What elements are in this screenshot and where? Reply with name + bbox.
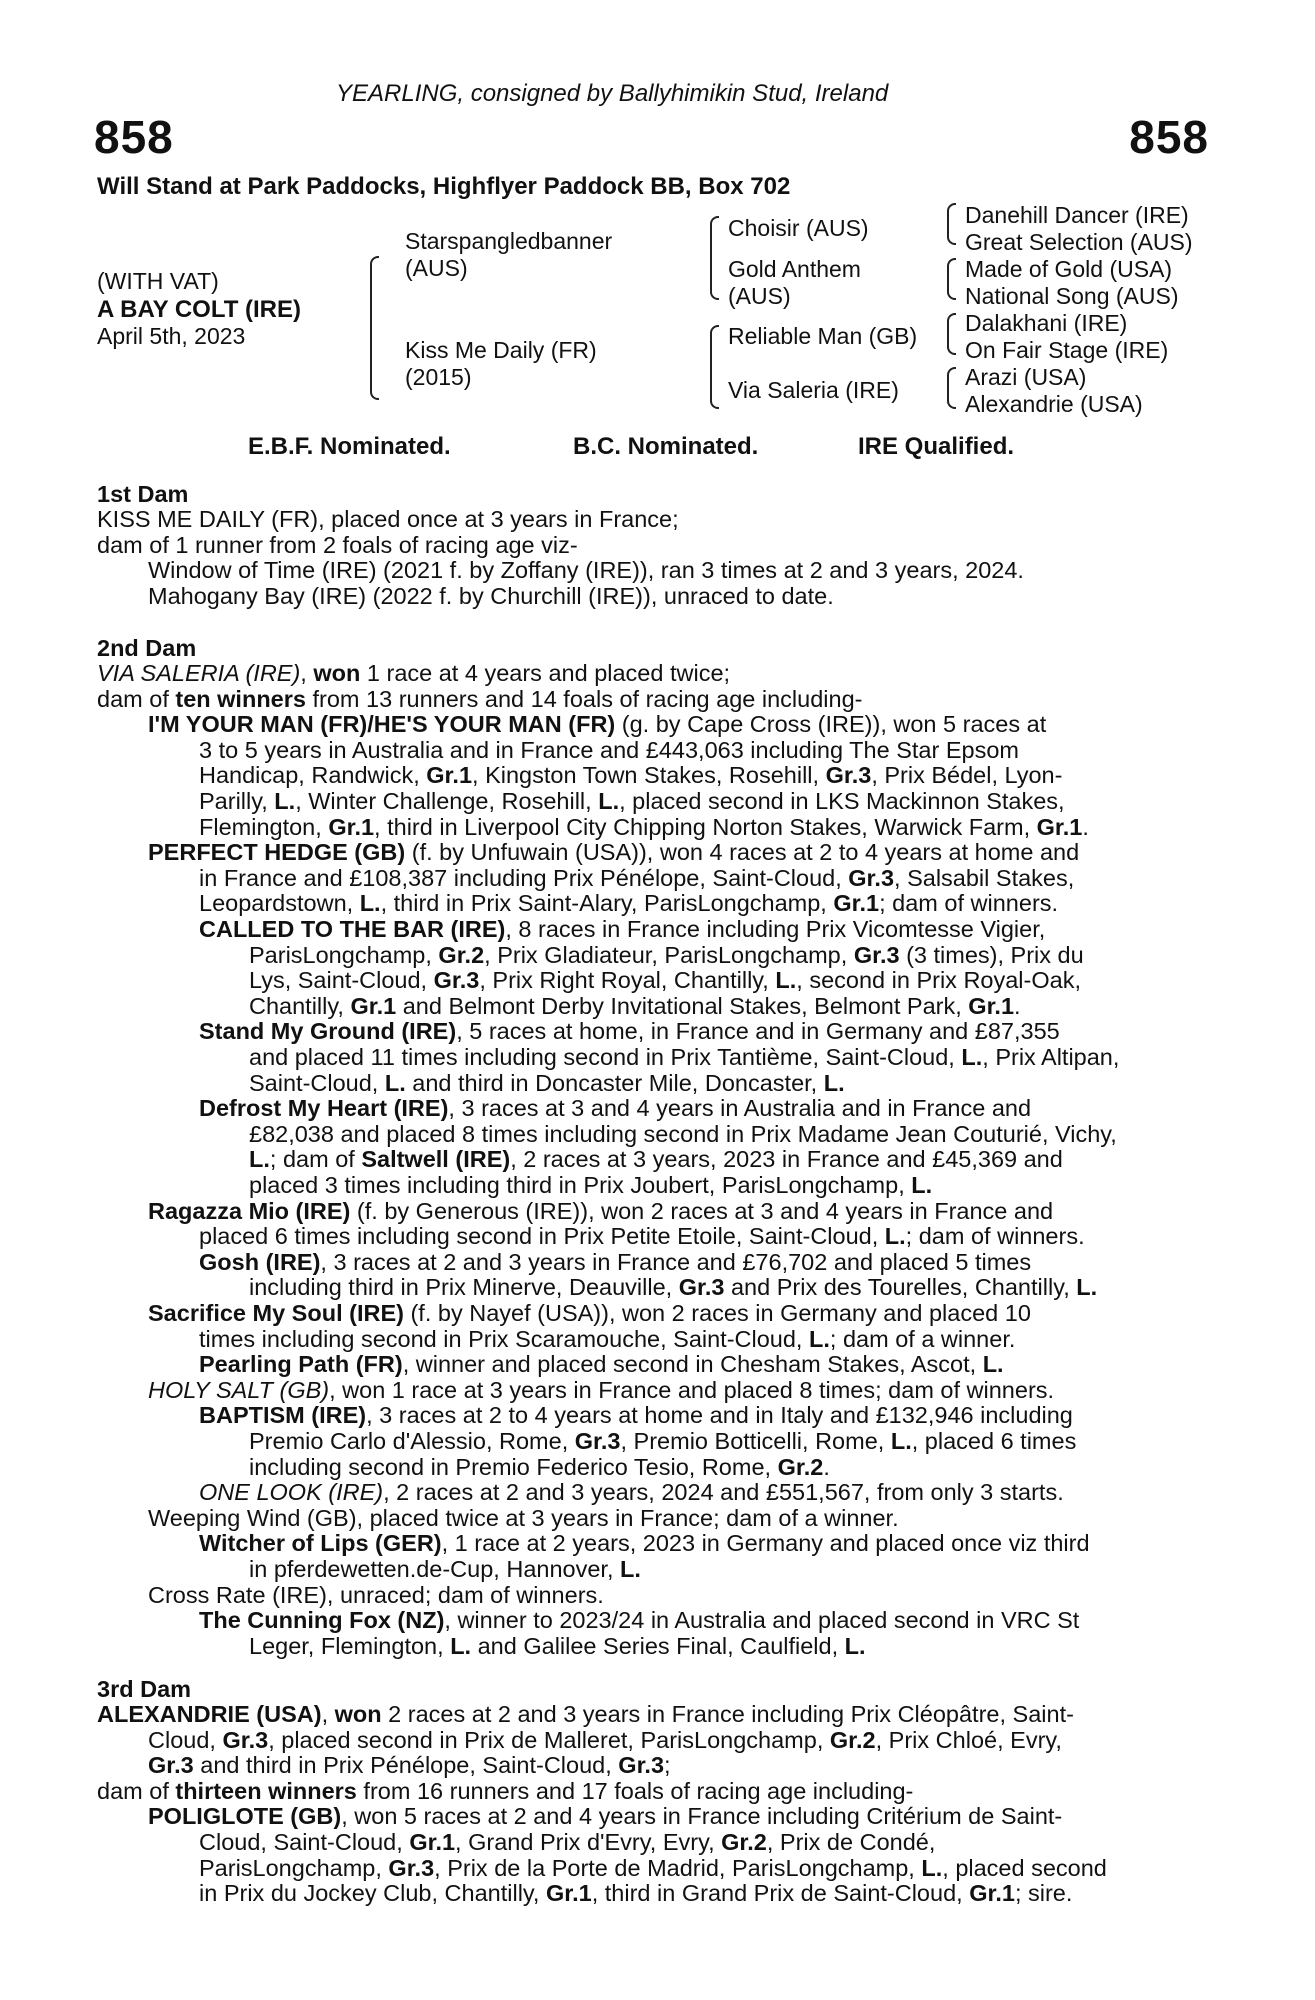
text-segment: (f. by Nayef (USA)), won 2 races in Germany and placed 10 <box>403 1300 1031 1326</box>
bold-text: won <box>334 1701 382 1727</box>
bold-text: Gr.3 <box>433 967 480 994</box>
text-segment: including third in Prix Minerve, Deauville, <box>249 1274 679 1301</box>
text-line <box>199 815 1089 841</box>
text-segment: Lys, Saint-Cloud, <box>249 967 434 994</box>
pedigree-gen3-1: Danehill Dancer (IRE) <box>965 202 1189 228</box>
stand-info: Will Stand at Park Paddocks, Highflyer Paddock BB, Box 702 <box>97 173 791 200</box>
text-segment: , winner to 2023/24 in Australia and placed second in VRC St <box>444 1607 1080 1634</box>
bold-text: BAPTISM (IRE) <box>199 1402 367 1429</box>
text-line <box>148 1301 1031 1327</box>
text-segment: , Winter Challenge, Rosehill, <box>295 788 599 814</box>
text-line <box>199 1608 1079 1634</box>
text-segment: , Grand Prix d'Evry, Evry, <box>455 1829 722 1855</box>
text-segment: KISS ME DAILY (FR), placed once at 3 years in France; <box>97 506 679 532</box>
pedigree-brace-dam <box>710 325 719 409</box>
italic-text: VIA SALERIA (IRE) <box>97 660 301 686</box>
bold-text: L. <box>884 1223 906 1250</box>
bold-text: CALLED TO THE BAR (IRE) <box>199 916 506 942</box>
pedigree-brace-g3-4 <box>947 367 956 409</box>
bold-text: Gr.3 <box>222 1726 269 1753</box>
text-line <box>148 1506 899 1532</box>
text-line <box>199 1480 1064 1506</box>
bold-text: L. <box>450 1632 472 1659</box>
text-line <box>199 1531 1090 1557</box>
text-segment: and Belmont Derby Invitational Stakes, Belmont Park, <box>396 992 969 1019</box>
bold-text: Gr.1 <box>833 890 880 917</box>
text-line <box>249 1122 1117 1148</box>
text-segment: including second in Premio Federico Tesio, Rome, <box>249 1453 778 1480</box>
pedigree-gen3-5: Dalakhani (IRE) <box>965 310 1128 336</box>
text-line <box>199 1830 935 1856</box>
text-line <box>249 1275 1097 1301</box>
pedigree-gen3-6: On Fair Stage (IRE) <box>965 337 1169 363</box>
sire-name: Starspangledbanner (AUS) <box>405 228 613 281</box>
text-segment: , Prix de la Porte de Madrid, ParisLongchamp, <box>434 1854 922 1881</box>
text-segment: Cross Rate (IRE), unraced; dam of winners. <box>148 1581 604 1608</box>
pedigree-gen3-4: National Song (AUS) <box>965 283 1179 309</box>
bold-text: L. <box>384 1069 406 1096</box>
bold-text: Gr.3 <box>618 1752 665 1779</box>
text-segment: , Salsabil Stakes, <box>894 864 1075 891</box>
text-line <box>148 1378 1054 1404</box>
text-line <box>97 661 730 687</box>
text-segment: , second in Prix Royal-Oak, <box>796 967 1081 994</box>
pedigree-gen2-3: Reliable Man (GB) <box>728 323 918 349</box>
text-segment: , Prix Gladiateur, ParisLongchamp, <box>484 941 854 968</box>
text-line <box>148 1728 1062 1754</box>
text-line <box>199 763 1062 789</box>
text-segment: , third in Liverpool City Chipping Norton Stakes, Warwick Farm, <box>374 813 1037 840</box>
text-segment: ; <box>664 1752 671 1779</box>
text-segment: dam of 1 runner from 2 foals of racing age viz- <box>97 531 578 558</box>
text-line <box>199 1250 1031 1276</box>
pedigree-gen2-4: Via Saleria (IRE) <box>728 377 899 403</box>
bold-text: Gr.1 <box>409 1829 456 1855</box>
bold-text: Saltwell (IRE) <box>361 1146 511 1173</box>
text-segment: Parilly, <box>199 788 275 814</box>
text-segment: , 1 race at 2 years, 2023 in Germany and placed once viz third <box>441 1530 1090 1557</box>
text-segment: in Prix du Jockey Club, Chantilly, <box>199 1880 546 1907</box>
text-line <box>249 1173 932 1199</box>
text-segment: , Premio Botticelli, Rome, <box>620 1428 891 1454</box>
text-segment: , 2 races at 3 years, 2023 in France and £45,369 and <box>510 1146 1063 1173</box>
bold-text: Ragazza Mio (IRE) <box>148 1197 351 1224</box>
bold-text: Gr.1 <box>969 1880 1015 1907</box>
text-line <box>199 917 1045 943</box>
text-segment: , 5 races at home, in France and in Germany and £87,355 <box>456 1018 1060 1045</box>
text-segment: placed 3 times including third in Prix Joubert, ParisLongchamp, <box>249 1172 912 1198</box>
bold-text: L. <box>274 788 296 814</box>
consignment-line: YEARLING, consigned by Ballyhimikin Stud, Ireland <box>336 80 889 107</box>
bold-text: Sacrifice My Soul (IRE) <box>148 1300 404 1326</box>
text-line <box>199 1856 1107 1882</box>
text-segment: ParisLongchamp, <box>249 941 439 968</box>
text-line <box>148 712 1046 738</box>
bold-text: L. <box>961 1044 983 1070</box>
text-segment: , Prix Right Royal, Chantilly, <box>479 967 776 994</box>
text-segment: , third in Grand Prix de Saint-Cloud, <box>591 1880 970 1907</box>
text-line <box>148 584 834 610</box>
bold-text: Witcher of Lips (GER) <box>199 1530 442 1557</box>
bold-text: L. <box>844 1632 866 1659</box>
bold-text: Gr.3 <box>148 1752 194 1779</box>
text-line <box>249 1429 1076 1455</box>
text-segment: 2 races at 2 and 3 years in France including Prix Cléopâtre, Saint- <box>381 1701 1074 1727</box>
bold-text: Gr.2 <box>777 1453 824 1480</box>
text-segment: , 3 races at 2 and 3 years in France and £76,702 and placed 5 times <box>320 1248 1032 1275</box>
text-segment: in France and £108,387 including Prix Pénélope, Saint-Cloud, <box>199 864 849 891</box>
text-line <box>97 1779 913 1805</box>
pedigree-gen3-7: Arazi (USA) <box>965 364 1087 390</box>
bold-text: Gr.1 <box>545 1880 592 1907</box>
text-line <box>148 1583 604 1609</box>
text-line <box>199 738 1019 764</box>
pedigree-gen2-1: Choisir (AUS) <box>728 215 869 241</box>
text-segment: , 2 races at 2 and 3 years, 2024 and £551,567, from only 3 starts. <box>383 1479 1064 1506</box>
text-segment: Leger, Flemington, <box>249 1632 451 1659</box>
text-segment: , won 5 races at 2 and 4 years in France including Critérium de Saint- <box>341 1803 1063 1830</box>
bold-text: L. <box>620 1556 641 1582</box>
text-segment: , placed 6 times <box>911 1428 1077 1454</box>
text-segment: , placed second in Prix de Malleret, ParisLongchamp, <box>268 1726 830 1753</box>
text-segment: ParisLongchamp, <box>199 1854 389 1881</box>
lot-number-left: 858 <box>94 111 174 163</box>
text-segment: ; dam of winners. <box>905 1223 1085 1250</box>
text-segment: from 13 runners and 14 foals of racing age including- <box>305 685 863 712</box>
text-line <box>97 1702 1074 1728</box>
bold-text: L. <box>823 1069 845 1096</box>
bold-text: L. <box>249 1146 270 1173</box>
text-segment: . <box>1014 992 1021 1019</box>
text-segment: in pferdewetten.de-Cup, Hannover, <box>249 1556 621 1582</box>
bold-text: L. <box>890 1428 912 1454</box>
text-line <box>148 840 1079 866</box>
italic-text: HOLY SALT (GB) <box>148 1376 330 1403</box>
bold-text: Gr.3 <box>678 1274 725 1301</box>
pedigree-brace-sire <box>710 216 719 300</box>
bold-text: Defrost My Heart (IRE) <box>199 1095 449 1122</box>
text-segment: , Prix Altipan, <box>982 1044 1120 1070</box>
bold-text: L. <box>775 967 797 994</box>
text-segment: , winner and placed second in Chesham Stakes, Ascot, <box>402 1351 983 1378</box>
bold-text: L. <box>809 1325 830 1352</box>
text-line <box>199 1352 1004 1378</box>
text-segment: , won 1 race at 3 years in France and placed 8 times; dam of winners. <box>329 1376 1055 1403</box>
text-line <box>148 558 1024 584</box>
text-segment: , <box>321 1701 335 1727</box>
text-segment: , <box>300 660 314 686</box>
text-segment: 3 to 5 years in Australia and in France and £443,063 including The Star Epsom <box>199 736 1019 763</box>
text-line <box>148 1804 1062 1830</box>
text-segment: (f. by Unfuwain (USA)), won 4 races at 2 to 4 years at home and <box>405 839 1080 866</box>
text-segment: and placed 11 times including second in Prix Tantième, Saint-Cloud, <box>249 1044 962 1070</box>
text-line <box>148 1753 671 1779</box>
text-segment: ; sire. <box>1014 1880 1073 1907</box>
pedigree-brace-g3-1 <box>947 203 956 245</box>
text-segment: from 16 runners and 17 foals of racing age including- <box>356 1777 914 1804</box>
italic-text: ONE LOOK (IRE) <box>199 1479 384 1506</box>
bold-text: Gr.3 <box>388 1854 435 1881</box>
bold-text: Stand My Ground (IRE) <box>199 1018 457 1045</box>
lot-number-right: 858 <box>1129 111 1209 163</box>
text-segment: Saint-Cloud, <box>249 1069 385 1096</box>
third-dam-heading: 3rd Dam <box>97 1676 192 1702</box>
bold-text: POLIGLOTE (GB) <box>148 1803 342 1830</box>
text-segment: Cloud, Saint-Cloud, <box>199 1829 410 1855</box>
text-line <box>199 1403 1073 1429</box>
text-line <box>249 1634 866 1660</box>
text-line <box>249 1557 641 1583</box>
text-segment: Chantilly, <box>249 992 351 1019</box>
bold-text: L. <box>359 890 381 917</box>
text-segment: Handicap, Randwick, <box>199 762 427 789</box>
bold-text: Gr.1 <box>1036 813 1083 840</box>
pedigree-brace-g3-2 <box>947 258 956 300</box>
bold-text: Pearling Path (FR) <box>199 1351 403 1378</box>
bold-text: I'M YOUR MAN (FR)/HE'S YOUR MAN (FR) <box>148 711 616 738</box>
text-segment: and third in Prix Pénélope, Saint-Cloud, <box>193 1752 619 1779</box>
text-segment: Mahogany Bay (IRE) (2022 f. by Churchill (IRE)), unraced to date. <box>148 582 834 609</box>
bold-text: Gr.3 <box>825 762 872 789</box>
text-segment: , placed second <box>942 1854 1107 1881</box>
text-segment: ; dam of a winner. <box>829 1325 1016 1352</box>
text-segment: (f. by Generous (IRE)), won 2 races at 3 and 4 years in France and <box>350 1197 1054 1224</box>
text-line <box>199 1327 1015 1353</box>
text-segment: , 3 races at 3 and 4 years in Australia and in France and <box>448 1095 1032 1122</box>
text-segment: times including second in Prix Scaramouche, Saint-Cloud, <box>199 1325 809 1352</box>
text-segment: Cloud, <box>148 1726 223 1753</box>
text-line <box>199 789 1065 815</box>
dam-name: Kiss Me Daily (FR) (2015) <box>405 337 597 390</box>
text-segment: and Prix des Tourelles, Chantilly, <box>724 1274 1077 1301</box>
text-segment: ; dam of <box>269 1146 362 1173</box>
text-segment: and third in Doncaster Mile, Doncaster, <box>405 1069 824 1096</box>
text-line <box>199 891 1058 917</box>
text-segment: £82,038 and placed 8 times including second in Prix Madame Jean Couturié, Vichy, <box>249 1120 1117 1147</box>
text-segment: (g. by Cape Cross (IRE)), won 5 races at <box>615 711 1047 738</box>
text-segment: , Prix de Condé, <box>766 1829 936 1855</box>
pedigree-gen3-8: Alexandrie (USA) <box>965 391 1143 417</box>
text-segment: 1 race at 4 years and placed twice; <box>360 660 731 686</box>
bold-text: Gr.2 <box>829 1726 876 1753</box>
text-segment: , Kingston Town Stakes, Rosehill, <box>472 762 826 789</box>
bold-text: PERFECT HEDGE (GB) <box>148 839 406 866</box>
bold-text: ALEXANDRIE (USA) <box>97 1701 322 1727</box>
text-segment: Leopardstown, <box>199 890 360 917</box>
text-line <box>199 1019 1060 1045</box>
pedigree-gen3-2: Great Selection (AUS) <box>965 229 1193 255</box>
text-segment: , third in Prix Saint-Alary, ParisLongchamp, <box>380 890 834 917</box>
second-dam-heading: 2nd Dam <box>97 635 197 661</box>
text-segment: Flemington, <box>199 813 329 840</box>
text-segment: ; dam of winners. <box>879 890 1059 917</box>
text-segment: , placed second in LKS Mackinnon Stakes, <box>619 788 1065 814</box>
bold-text: won <box>313 660 361 686</box>
bold-text: Gr.1 <box>426 762 473 789</box>
text-line <box>249 968 1081 994</box>
text-segment: and Galilee Series Final, Caulfield, <box>471 1632 845 1659</box>
bold-text: L. <box>598 788 620 814</box>
text-line <box>97 687 862 713</box>
text-line <box>199 1881 1072 1907</box>
bold-text: Gr.3 <box>848 864 895 891</box>
text-line <box>249 1045 1119 1071</box>
bc-nomination: B.C. Nominated. <box>573 433 759 460</box>
text-line <box>199 1224 1085 1250</box>
text-line <box>249 1455 830 1481</box>
pedigree-brace-gen1 <box>370 256 379 400</box>
pedigree-gen3-3: Made of Gold (USA) <box>965 256 1173 282</box>
text-line <box>148 1199 1053 1225</box>
bold-text: ten winners <box>175 685 306 712</box>
text-line <box>249 1147 1063 1173</box>
text-segment: Premio Carlo d'Alessio, Rome, <box>249 1428 575 1454</box>
text-segment: Window of Time (IRE) (2021 f. by Zoffany (IRE)), ran 3 times at 2 and 3 years, 2024. <box>148 557 1024 584</box>
text-line <box>97 533 578 559</box>
bold-text: Gr.1 <box>968 992 1015 1019</box>
bold-text: Gr.3 <box>574 1428 621 1454</box>
bold-text: L. <box>911 1172 933 1198</box>
bold-text: Gosh (IRE) <box>199 1248 321 1275</box>
vat-note: (WITH VAT) <box>97 268 219 294</box>
bold-text: Gr.1 <box>350 992 397 1019</box>
bold-text: Gr.1 <box>328 813 375 840</box>
text-line <box>249 994 1021 1020</box>
text-segment: , Prix Chloé, Evry, <box>875 1726 1062 1753</box>
text-segment: , 3 races at 2 to 4 years at home and in Italy and £132,946 including <box>366 1402 1073 1429</box>
bold-text: The Cunning Fox (NZ) <box>199 1607 445 1634</box>
text-segment: (3 times), Prix du <box>899 941 1084 968</box>
first-dam-heading: 1st Dam <box>97 481 189 507</box>
bold-text: L. <box>1076 1274 1098 1301</box>
text-segment: , Prix Bédel, Lyon- <box>871 762 1063 789</box>
pedigree-brace-g3-3 <box>947 313 956 355</box>
bold-text: thirteen winners <box>175 1777 357 1804</box>
bold-text: Gr.3 <box>853 941 900 968</box>
text-line <box>97 507 679 533</box>
bold-text: Gr.2 <box>721 1829 767 1855</box>
text-line <box>249 1071 845 1097</box>
text-line <box>199 1096 1031 1122</box>
bold-text: Gr.2 <box>438 941 485 968</box>
text-segment: Weeping Wind (GB), placed twice at 3 years in France; dam of a winner. <box>148 1504 899 1531</box>
text-line <box>249 943 1084 969</box>
bold-text: L. <box>982 1351 1004 1378</box>
text-segment: dam of <box>97 1777 176 1804</box>
bold-text: L. <box>921 1854 943 1881</box>
text-segment: . <box>823 1453 830 1480</box>
foaled-date: April 5th, 2023 <box>97 323 246 349</box>
text-segment: dam of <box>97 685 176 712</box>
text-segment: placed 6 times including second in Prix Petite Etoile, Saint-Cloud, <box>199 1223 885 1250</box>
text-segment: , 8 races in France including Prix Vicomtesse Vigier, <box>505 916 1046 942</box>
pedigree-gen2-2: Gold Anthem (AUS) <box>728 256 861 309</box>
text-line <box>199 866 1074 892</box>
text-segment: . <box>1082 813 1089 840</box>
ebf-nomination: E.B.F. Nominated. <box>248 433 451 460</box>
subject-name: A BAY COLT (IRE) <box>97 296 302 323</box>
ire-qualified: IRE Qualified. <box>858 433 1015 460</box>
